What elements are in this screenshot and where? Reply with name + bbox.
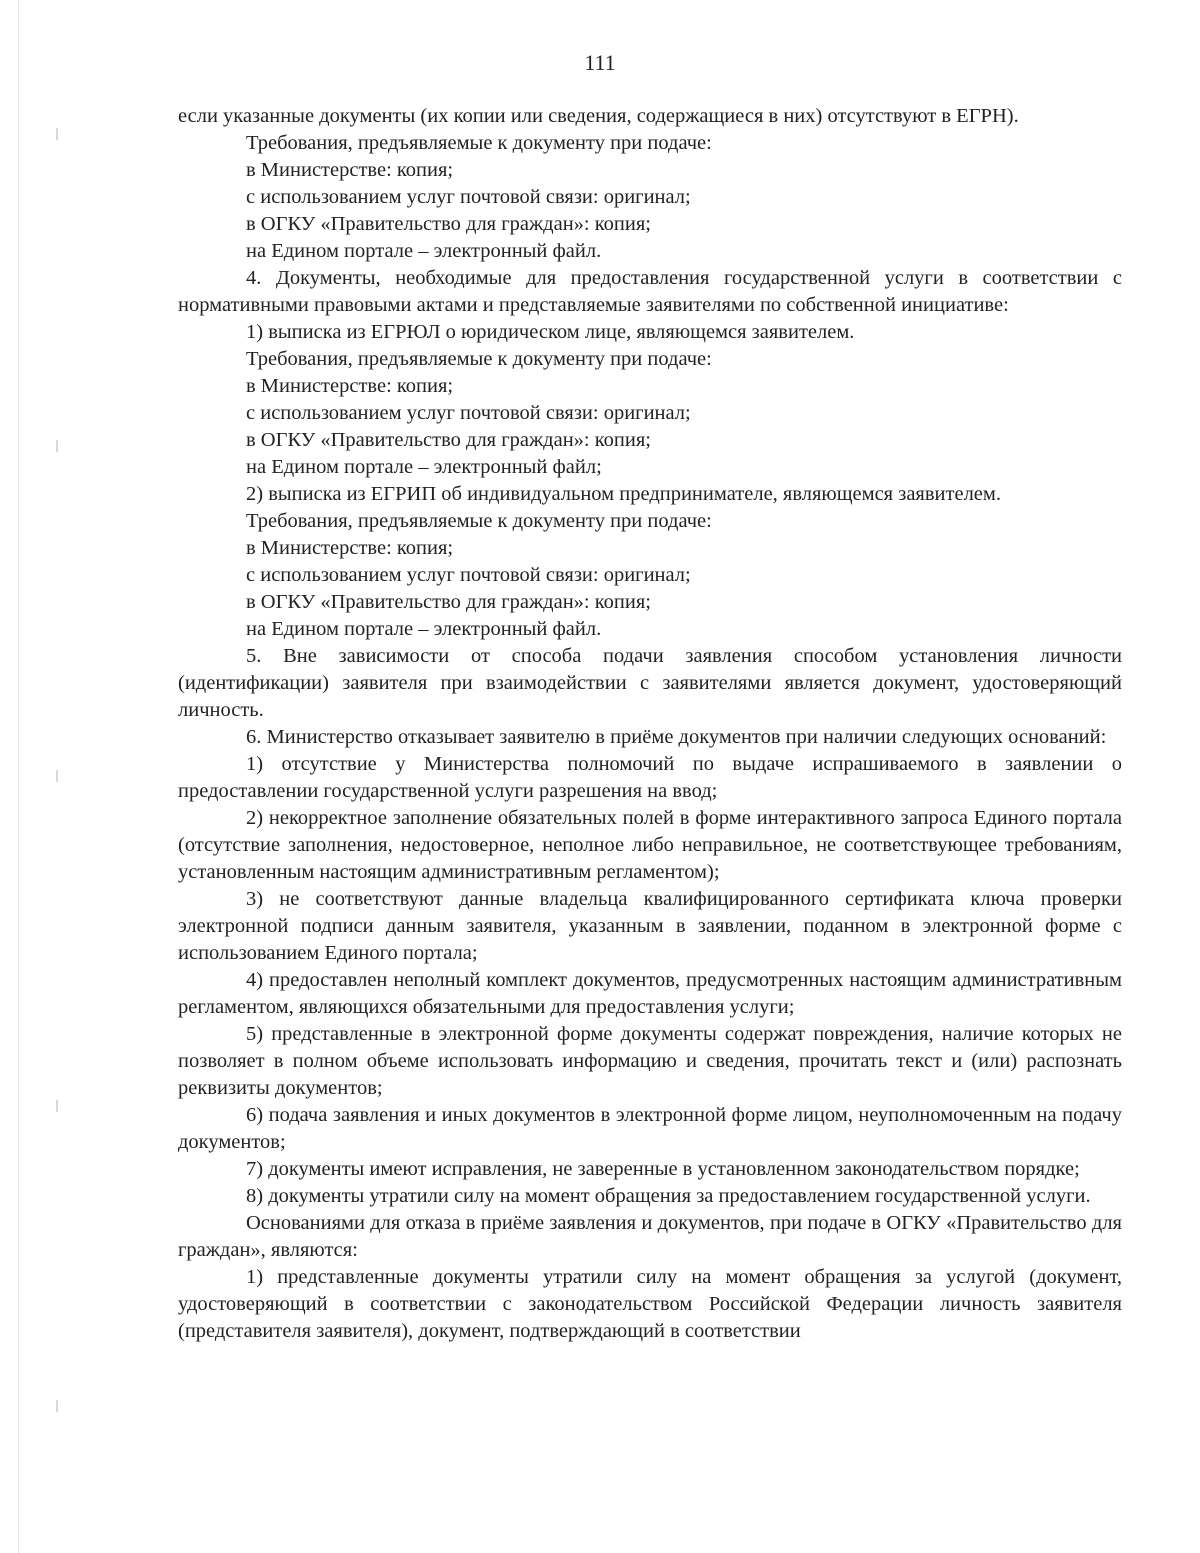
paragraph: с использованием услуг почтовой связи: оригинал; — [246, 186, 691, 208]
paragraph: 5. Вне зависимости от способа подачи заявления способом установления личности (идентификации) заявителя при взаимодействии с заявителями является документ, удостоверяющий личность. — [178, 645, 1122, 721]
paragraph: на Едином портале – электронный файл. — [246, 240, 602, 262]
paragraph: 5) представленные в электронной форме документы содержат повреждения, наличие которых не позволяет в полном объеме использовать информацию и сведения, прочитать текст и (или) распознать реквизиты документов; — [178, 1023, 1122, 1099]
paragraph: с использованием услуг почтовой связи: оригинал; — [246, 564, 691, 586]
paragraph: на Едином портале – электронный файл; — [246, 456, 602, 478]
paragraph: 1) отсутствие у Министерства полномочий по выдаче испрашиваемого в заявлении о предоставлении государственной услуги разрешения на ввод; — [178, 753, 1122, 802]
paragraph: в Министерстве: копия; — [246, 537, 454, 559]
paragraph: 8) документы утратили силу на момент обращения за предоставлением государственной услуги. — [246, 1185, 1091, 1207]
paragraph: 4) предоставлен неполный комплект документов, предусмотренных настоящим административным регламентом, являющихся обязательными для предоставления услуги; — [178, 969, 1122, 1018]
paragraph: 2) выписка из ЕГРИП об индивидуальном предпринимателе, являющемся заявителем. — [246, 483, 1001, 505]
paragraph: 2) некорректное заполнение обязательных полей в форме интерактивного запроса Единого портала (отсутствие заполнения, недостоверное, неполное либо неправильное, не соответствующее требованиям, установленным настоящим административным регламентом); — [178, 807, 1122, 883]
scan-mark — [56, 1100, 58, 1112]
paragraph: 1) выписка из ЕГРЮЛ о юридическом лице, являющемся заявителем. — [246, 321, 855, 343]
page-number: 111 — [584, 50, 616, 75]
paragraph: 4. Документы, необходимые для предоставления государственной услуги в соответствии с нормативными правовыми актами и представляемые заявителями по собственной инициативе: — [178, 267, 1122, 316]
scan-mark — [56, 128, 58, 140]
paragraph: 7) документы имеют исправления, не заверенные в установленном законодательством порядке; — [246, 1158, 1080, 1180]
paragraph: на Едином портале – электронный файл. — [246, 618, 602, 640]
paragraph: 6. Министерство отказывает заявителю в приёме документов при наличии следующих оснований: — [246, 726, 1107, 748]
paragraph: в ОГКУ «Правительство для граждан»: копия; — [246, 591, 651, 613]
document-body — [178, 103, 1122, 1345]
paragraph: в ОГКУ «Правительство для граждан»: копия; — [246, 429, 651, 451]
paragraph: 3) не соответствуют данные владельца квалифицированного сертификата ключа проверки электронной подписи данным заявителя, указанным в заявлении, поданном в электронной форме с использованием Единого портала; — [178, 888, 1122, 964]
paragraph: 1) представленные документы утратили силу на момент обращения за услугой (документ, удостоверяющий в соответствии с законодательством Российской Федерации личность заявителя (представителя заявителя), документ, подтверждающий в соответствии — [178, 1266, 1122, 1342]
paragraph: в Министерстве: копия; — [246, 375, 454, 397]
paragraph: в ОГКУ «Правительство для граждан»: копия; — [246, 213, 651, 235]
paragraph: Основаниями для отказа в приёме заявления и документов, при подаче в ОГКУ «Правительство для граждан», являются: — [178, 1212, 1122, 1261]
paragraph: Требования, предъявляемые к документу при подаче: — [246, 510, 712, 532]
paragraph: 6) подача заявления и иных документов в электронной форме лицом, неуполномоченным на подачу документов; — [178, 1104, 1122, 1153]
scan-mark — [56, 770, 58, 782]
paragraph: Требования, предъявляемые к документу при подаче: — [246, 348, 712, 370]
scan-edge-line — [18, 0, 19, 1553]
scan-mark — [56, 1400, 58, 1412]
paragraph: если указанные документы (их копии или сведения, содержащиеся в них) отсутствуют в ЕГРН). — [178, 105, 1019, 127]
paragraph: с использованием услуг почтовой связи: оригинал; — [246, 402, 691, 424]
scan-mark — [56, 440, 58, 452]
paragraph: в Министерстве: копия; — [246, 159, 454, 181]
paragraph: Требования, предъявляемые к документу при подаче: — [246, 132, 712, 154]
